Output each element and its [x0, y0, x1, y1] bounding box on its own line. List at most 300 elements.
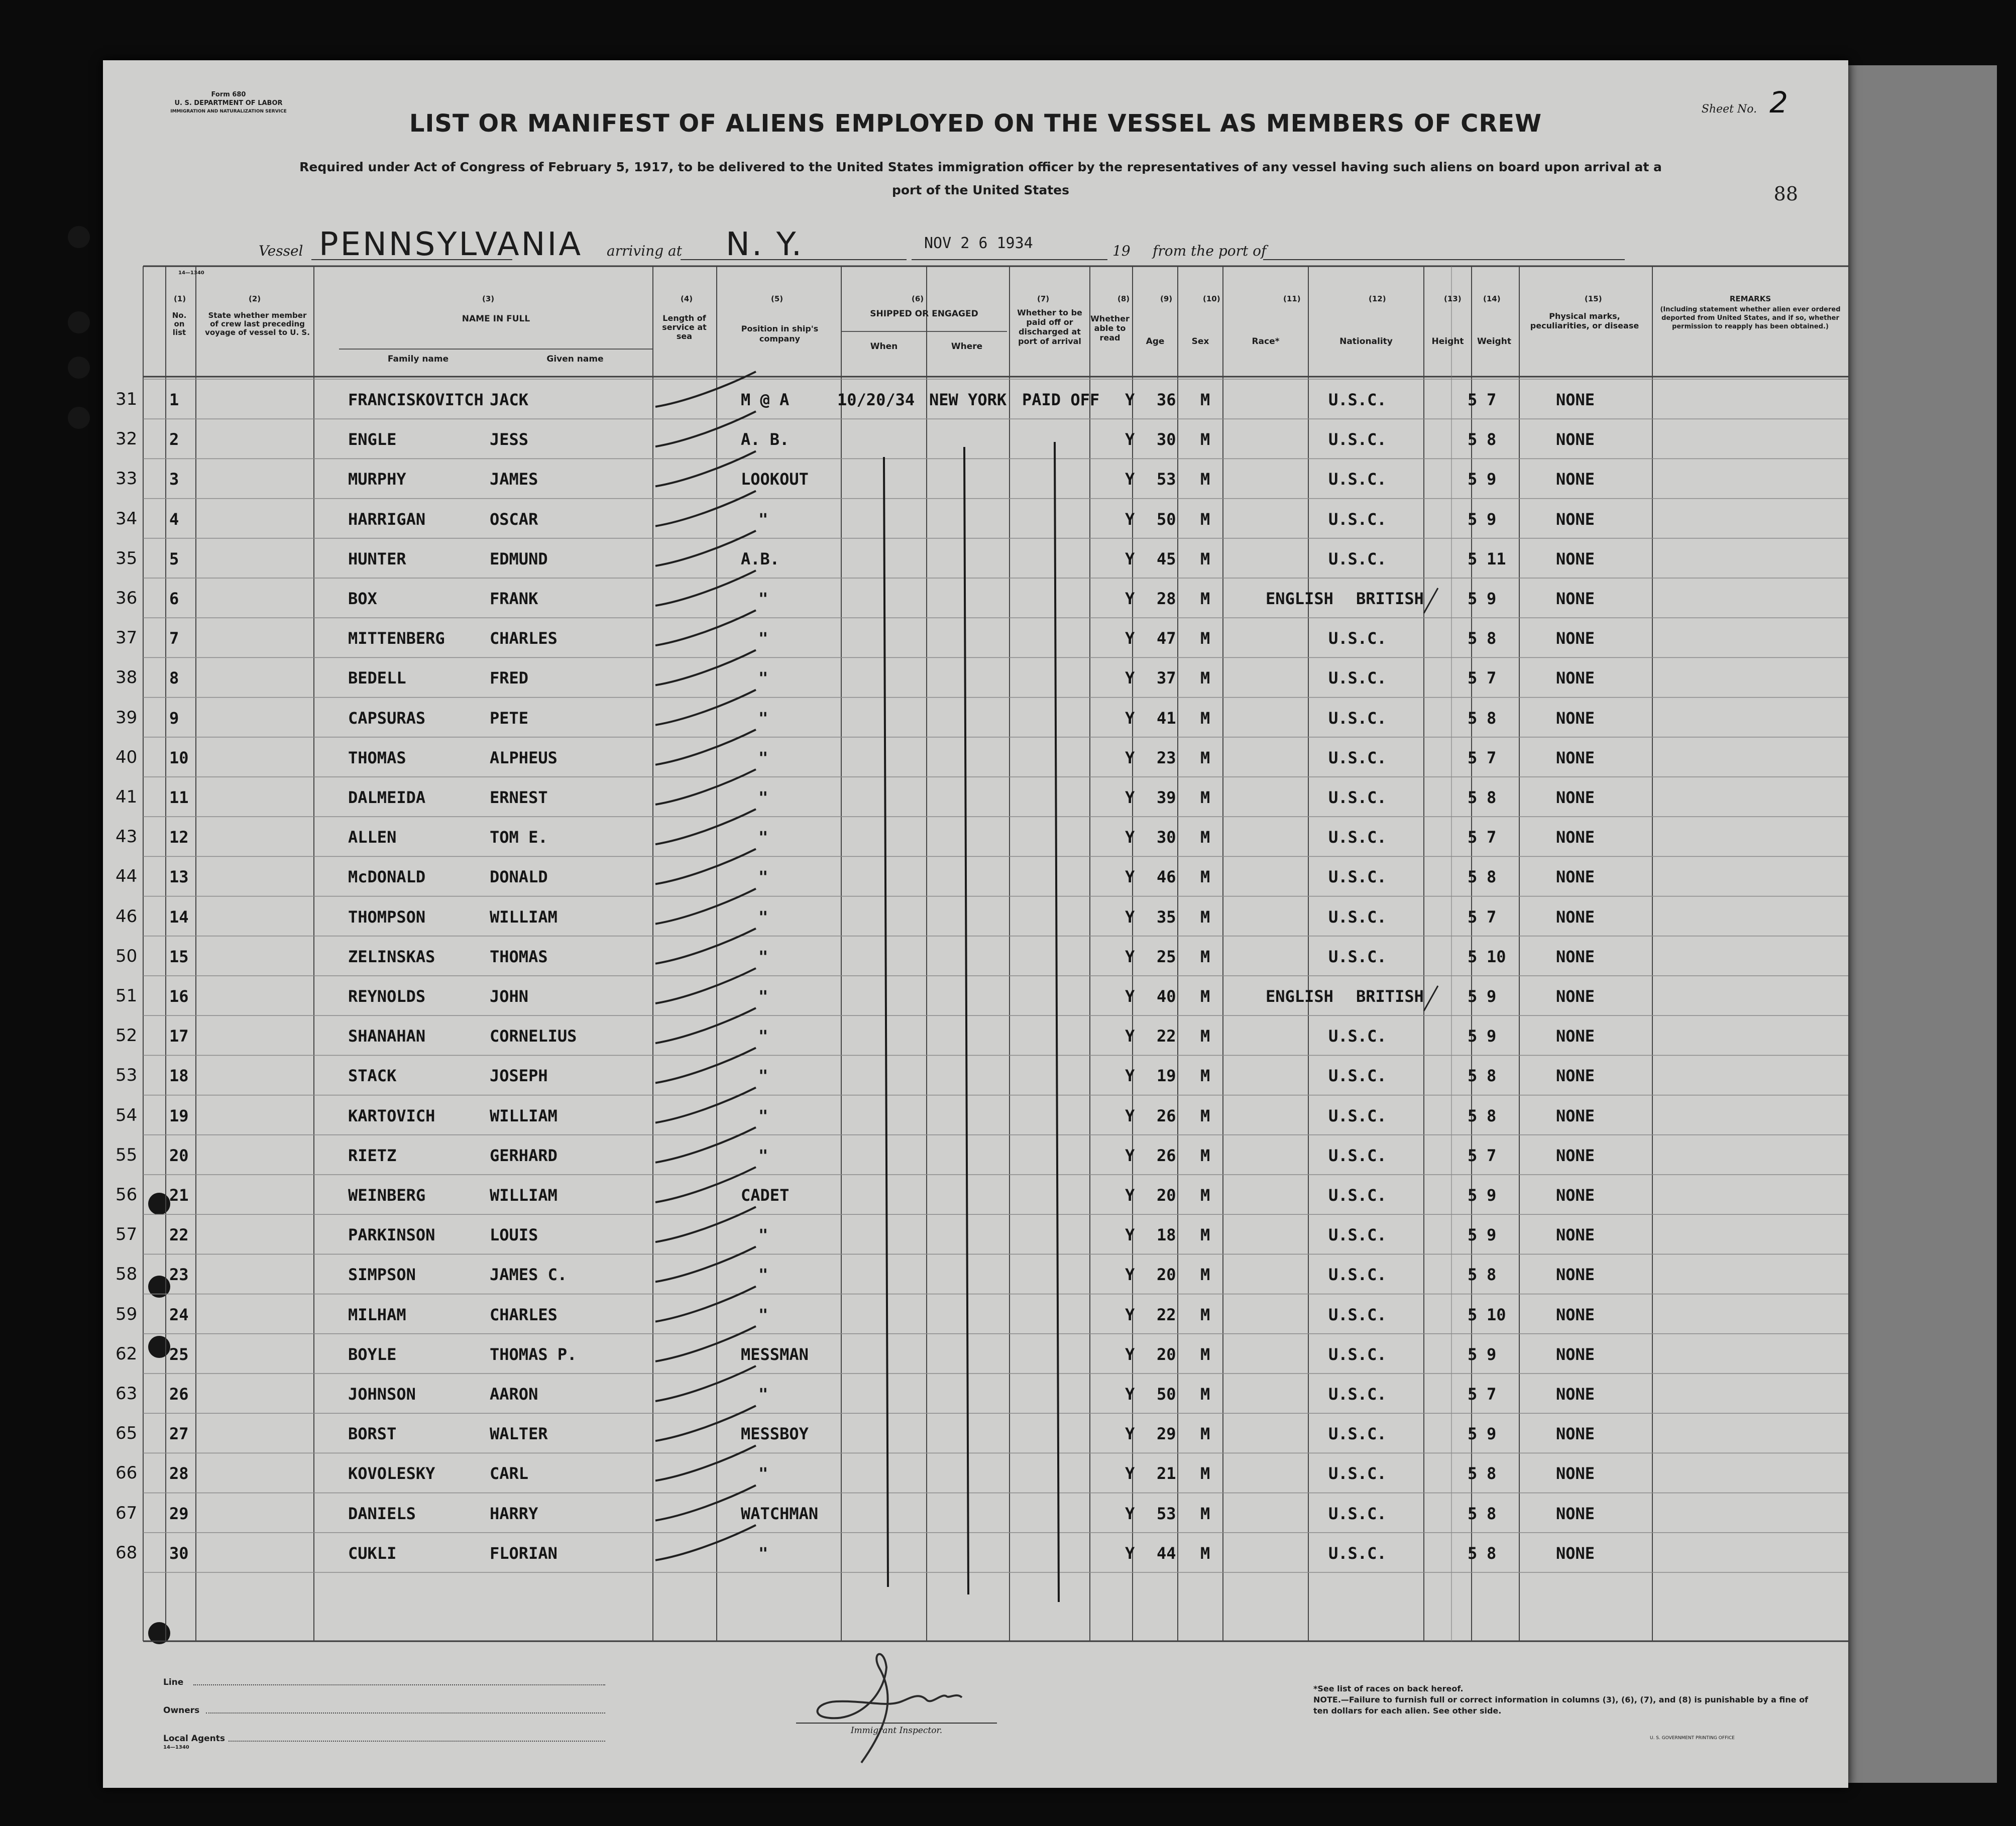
col-num-1: (1) — [174, 294, 186, 303]
list-number: 2 — [169, 430, 179, 449]
table-row — [103, 896, 1848, 936]
physical-marks: NONE — [1556, 390, 1595, 409]
list-number: 11 — [169, 788, 189, 807]
table-row — [103, 1294, 1848, 1334]
physical-marks: NONE — [1556, 1504, 1595, 1523]
position: " — [758, 509, 768, 529]
header-name-in-full: NAME IN FULL — [462, 314, 530, 324]
height-feet: 5 — [1468, 470, 1478, 489]
able-to-read: Y — [1125, 947, 1135, 966]
age: 41 — [1157, 708, 1176, 728]
col-num-12: (12) — [1369, 294, 1386, 303]
list-number: 23 — [169, 1265, 189, 1285]
header-where: Where — [951, 341, 983, 352]
able-to-read: Y — [1125, 867, 1135, 887]
ref-number: 66 — [116, 1463, 138, 1483]
physical-marks: NONE — [1556, 668, 1595, 688]
height-feet: 5 — [1468, 1146, 1478, 1165]
height-inches: 7 — [1487, 1146, 1497, 1165]
nationality: U.S.C. — [1328, 1265, 1387, 1285]
ref-number: 67 — [116, 1503, 138, 1523]
physical-marks: NONE — [1556, 748, 1595, 767]
age: 50 — [1157, 509, 1176, 529]
given-name: THOMAS P. — [490, 1344, 577, 1364]
age: 25 — [1157, 947, 1176, 966]
table-row — [103, 459, 1848, 498]
height-feet: 5 — [1468, 987, 1478, 1006]
height-inches: 9 — [1487, 1344, 1497, 1364]
position: M @ A — [741, 390, 790, 409]
physical-marks: NONE — [1556, 1385, 1595, 1404]
able-to-read: Y — [1125, 788, 1135, 807]
physical-marks: NONE — [1556, 947, 1595, 966]
ref-number: 63 — [116, 1384, 138, 1404]
ref-number: 36 — [116, 588, 138, 608]
physical-marks: NONE — [1556, 1066, 1595, 1086]
position: " — [758, 1026, 768, 1046]
nationality: U.S.C. — [1328, 748, 1387, 767]
age: 20 — [1157, 1344, 1176, 1364]
age: 30 — [1157, 430, 1176, 449]
able-to-read: Y — [1125, 907, 1135, 927]
race: ENGLISH — [1266, 987, 1333, 1006]
height-feet: 5 — [1468, 1225, 1478, 1245]
able-to-read: Y — [1125, 1186, 1135, 1205]
height-feet: 5 — [1468, 1543, 1478, 1563]
age: 53 — [1157, 1504, 1176, 1523]
nationality: U.S.C. — [1328, 708, 1387, 728]
age: 30 — [1157, 828, 1176, 847]
col-num-8: (8) — [1117, 294, 1130, 303]
position: CADET — [741, 1186, 790, 1205]
year-label: 19 — [1112, 243, 1131, 259]
family-name: BOYLE — [348, 1344, 397, 1364]
given-name: CHARLES — [490, 629, 557, 648]
age: 50 — [1157, 1385, 1176, 1404]
ref-number: 35 — [116, 548, 138, 568]
height-inches: 8 — [1487, 1265, 1497, 1285]
able-to-read: Y — [1125, 708, 1135, 728]
table-row — [103, 1254, 1848, 1294]
sex: M — [1200, 1344, 1210, 1364]
family-name: PARKINSON — [348, 1225, 435, 1245]
physical-marks: NONE — [1556, 589, 1595, 608]
sex: M — [1200, 668, 1210, 688]
col-num-11: (11) — [1283, 294, 1301, 303]
list-number: 5 — [169, 549, 179, 568]
height-feet: 5 — [1468, 1026, 1478, 1046]
ref-number: 44 — [116, 866, 138, 887]
list-number: 15 — [169, 947, 189, 966]
ref-number: 57 — [116, 1224, 138, 1245]
age: 40 — [1157, 987, 1176, 1006]
physical-marks: NONE — [1556, 629, 1595, 648]
able-to-read: Y — [1125, 1504, 1135, 1523]
height-feet: 5 — [1468, 390, 1478, 409]
able-to-read: Y — [1125, 1225, 1135, 1245]
height-inches: 7 — [1487, 668, 1497, 688]
sex: M — [1200, 589, 1210, 608]
physical-marks: NONE — [1556, 1186, 1595, 1205]
physical-marks: NONE — [1556, 1344, 1595, 1364]
position: LOOKOUT — [741, 470, 809, 489]
form-number: Form 680 — [211, 91, 246, 98]
height-inches: 8 — [1487, 788, 1497, 807]
column-form-code: 14—1340 — [178, 270, 204, 276]
col-num-5: (5) — [771, 294, 783, 303]
height-feet: 5 — [1468, 788, 1478, 807]
nationality: U.S.C. — [1328, 430, 1387, 449]
physical-marks: NONE — [1556, 708, 1595, 728]
table-row — [103, 976, 1848, 1015]
sex: M — [1200, 549, 1210, 568]
able-to-read: Y — [1125, 629, 1135, 648]
header-no-on-list: No. on list — [172, 311, 187, 337]
table-row — [103, 1095, 1848, 1135]
printer-imprint: U. S. GOVERNMENT PRINTING OFFICE — [1650, 1736, 1735, 1741]
height-feet: 5 — [1468, 1265, 1478, 1285]
family-name: WEINBERG — [348, 1186, 426, 1205]
position: " — [758, 1066, 768, 1086]
table-row — [103, 1055, 1848, 1095]
ref-number: 59 — [116, 1304, 138, 1324]
age: 22 — [1157, 1026, 1176, 1046]
punch-hole — [68, 407, 90, 429]
table-row — [103, 817, 1848, 856]
ref-number: 43 — [116, 827, 138, 847]
shipped-where: NEW YORK — [929, 390, 1007, 409]
header-remarks-note: (Including statement whether alien ever ordered deported from United States, and if so, whether permission to reapply has been obtained.) — [1660, 306, 1841, 330]
family-name: DANIELS — [348, 1504, 416, 1523]
agents-field — [229, 1741, 605, 1742]
position: " — [758, 708, 768, 728]
given-name: AARON — [490, 1385, 538, 1404]
physical-marks: NONE — [1556, 1225, 1595, 1245]
ref-number: 68 — [116, 1542, 138, 1563]
age: 19 — [1157, 1066, 1176, 1086]
given-name: FRANK — [490, 589, 538, 608]
position: " — [758, 788, 768, 807]
able-to-read: Y — [1125, 1146, 1135, 1165]
height-feet: 5 — [1468, 1186, 1478, 1205]
ref-number: 53 — [116, 1065, 138, 1086]
nationality: BRITISH — [1356, 589, 1424, 608]
sex: M — [1200, 1225, 1210, 1245]
sex: M — [1200, 1066, 1210, 1086]
table-row — [103, 379, 1848, 419]
physical-marks: NONE — [1556, 430, 1595, 449]
sheet-number-value: 2 — [1769, 85, 1788, 120]
family-name: REYNOLDS — [348, 987, 426, 1006]
required-text-line-2: port of the United States — [891, 183, 1069, 197]
ref-number: 52 — [116, 1025, 138, 1046]
list-number: 29 — [169, 1504, 189, 1523]
ref-number: 41 — [116, 787, 138, 807]
nationality: U.S.C. — [1328, 509, 1387, 529]
height-inches: 7 — [1487, 390, 1497, 409]
family-name: THOMAS — [348, 748, 406, 767]
header-paid-off: Whether to be paid off or discharged at port of arrival — [1017, 308, 1082, 346]
table-row — [103, 777, 1848, 817]
col-num-15: (15) — [1585, 294, 1602, 303]
table-row — [103, 538, 1848, 578]
able-to-read: Y — [1125, 589, 1135, 608]
height-inches: 10 — [1487, 947, 1506, 966]
height-feet: 5 — [1468, 509, 1478, 529]
sex: M — [1200, 1504, 1210, 1523]
physical-marks: NONE — [1556, 1026, 1595, 1046]
vessel-label: Vessel — [259, 243, 303, 259]
owners-field — [206, 1713, 605, 1714]
nationality: U.S.C. — [1328, 629, 1387, 648]
age: 53 — [1157, 470, 1176, 489]
list-number: 26 — [169, 1385, 189, 1404]
able-to-read: Y — [1125, 1066, 1135, 1086]
height-inches: 7 — [1487, 748, 1497, 767]
position: " — [758, 947, 768, 966]
able-to-read: Y — [1125, 1344, 1135, 1364]
given-name: CORNELIUS — [490, 1026, 577, 1046]
able-to-read: Y — [1125, 1026, 1135, 1046]
required-text-line-1: Required under Act of Congress of February 5, 1917, to be delivered to the United States immigration officer by the representatives of any vessel having such aliens on board upon arrival at a — [299, 160, 1662, 174]
height-inches: 9 — [1487, 1026, 1497, 1046]
sex: M — [1200, 1543, 1210, 1563]
height-feet: 5 — [1468, 867, 1478, 887]
list-number: 10 — [169, 748, 189, 767]
sex: M — [1200, 1424, 1210, 1444]
list-number: 3 — [169, 470, 179, 489]
list-number: 16 — [169, 987, 189, 1006]
punch-hole — [68, 357, 90, 379]
height-inches: 8 — [1487, 629, 1497, 648]
able-to-read: Y — [1125, 748, 1135, 767]
sex: M — [1200, 748, 1210, 767]
col-num-9: (9) — [1160, 294, 1173, 303]
position: WATCHMAN — [741, 1504, 819, 1523]
height-inches: 7 — [1487, 1385, 1497, 1404]
able-to-read: Y — [1125, 1424, 1135, 1444]
height-inches: 8 — [1487, 867, 1497, 887]
able-to-read: Y — [1125, 430, 1135, 449]
col-num-6: (6) — [912, 294, 924, 303]
height-inches: 8 — [1487, 708, 1497, 728]
position: " — [758, 629, 768, 648]
header-remarks: REMARKS — [1729, 294, 1771, 303]
header-physical-marks: Physical marks, peculiarities, or disease — [1530, 311, 1639, 330]
position: " — [758, 1106, 768, 1125]
department-name: U. S. DEPARTMENT OF LABOR — [174, 99, 283, 107]
ref-number: 33 — [116, 469, 138, 489]
position: " — [758, 867, 768, 887]
position: " — [758, 1305, 768, 1324]
age: 36 — [1157, 390, 1176, 409]
header-given-name: Given name — [546, 354, 604, 364]
sex: M — [1200, 867, 1210, 887]
height-inches: 7 — [1487, 907, 1497, 927]
nationality: U.S.C. — [1328, 1106, 1387, 1125]
immigrant-inspector-label: Immigrant Inspector. — [796, 1723, 997, 1736]
col-num-14: (14) — [1483, 294, 1501, 303]
nationality: U.S.C. — [1328, 788, 1387, 807]
age: 26 — [1157, 1146, 1176, 1165]
given-name: GERHARD — [490, 1146, 557, 1165]
nationality: U.S.C. — [1328, 1385, 1387, 1404]
given-name: THOMAS — [490, 947, 548, 966]
nationality: U.S.C. — [1328, 867, 1387, 887]
position: " — [758, 1146, 768, 1165]
col-num-13: (13) — [1444, 294, 1462, 303]
given-name: FRED — [490, 668, 529, 688]
given-name: FLORIAN — [490, 1543, 557, 1563]
ref-number: 37 — [116, 628, 138, 648]
age: 46 — [1157, 867, 1176, 887]
family-name: SIMPSON — [348, 1265, 416, 1285]
header-position: Position in ship's company — [741, 324, 819, 344]
height-feet: 5 — [1468, 1106, 1478, 1125]
nationality: U.S.C. — [1328, 828, 1387, 847]
height-inches: 8 — [1487, 1066, 1497, 1086]
able-to-read: Y — [1125, 470, 1135, 489]
height-feet: 5 — [1468, 1385, 1478, 1404]
sex: M — [1200, 1106, 1210, 1125]
position: " — [758, 1265, 768, 1285]
height-inches: 9 — [1487, 589, 1497, 608]
sex: M — [1200, 1026, 1210, 1046]
nationality: U.S.C. — [1328, 1026, 1387, 1046]
table-row — [103, 578, 1848, 618]
height-feet: 5 — [1468, 1066, 1478, 1086]
height-feet: 5 — [1468, 1305, 1478, 1324]
table-row — [103, 1135, 1848, 1175]
family-name: RIETZ — [348, 1146, 397, 1165]
table-row — [103, 1413, 1848, 1453]
table-row — [103, 737, 1848, 777]
header-race: Race* — [1252, 336, 1280, 347]
header-weight: Weight — [1477, 336, 1511, 347]
physical-marks: NONE — [1556, 1305, 1595, 1324]
given-name: EDMUND — [490, 549, 548, 568]
arriving-port: N. Y. — [726, 226, 804, 263]
height-feet: 5 — [1468, 549, 1478, 568]
physical-marks: NONE — [1556, 828, 1595, 847]
given-name: ERNEST — [490, 788, 548, 807]
family-name: MITTENBERG — [348, 629, 445, 648]
ref-number: 56 — [116, 1185, 138, 1205]
sex: M — [1200, 1385, 1210, 1404]
col-num-7: (7) — [1037, 294, 1050, 303]
family-name: KOVOLESKY — [348, 1464, 435, 1483]
height-feet: 5 — [1468, 828, 1478, 847]
given-name: CHARLES — [490, 1305, 557, 1324]
family-name: JOHNSON — [348, 1385, 416, 1404]
page-number: 88 — [1773, 183, 1798, 205]
physical-marks: NONE — [1556, 907, 1595, 927]
given-name: TOM E. — [490, 828, 548, 847]
height-feet: 5 — [1468, 1424, 1478, 1444]
physical-marks: NONE — [1556, 1464, 1595, 1483]
family-name: DALMEIDA — [348, 788, 426, 807]
list-number: 19 — [169, 1106, 189, 1125]
date-stamp: NOV 2 6 1934 — [924, 235, 1033, 252]
family-name: ENGLE — [348, 430, 397, 449]
list-number: 25 — [169, 1344, 189, 1364]
given-name: PETE — [490, 708, 529, 728]
position: " — [758, 589, 768, 608]
sex: M — [1200, 629, 1210, 648]
height-feet: 5 — [1468, 430, 1478, 449]
height-feet: 5 — [1468, 708, 1478, 728]
nationality: U.S.C. — [1328, 1464, 1387, 1483]
list-number: 14 — [169, 907, 189, 927]
ref-number: 34 — [116, 508, 138, 529]
given-name: JAMES — [490, 470, 538, 489]
height-feet: 5 — [1468, 629, 1478, 648]
age: 22 — [1157, 1305, 1176, 1324]
table-row — [103, 1334, 1848, 1374]
position: " — [758, 748, 768, 767]
ref-number: 32 — [116, 429, 138, 449]
punch-hole — [68, 226, 90, 248]
able-to-read: Y — [1125, 390, 1135, 409]
given-name: JAMES C. — [490, 1265, 568, 1285]
physical-marks: NONE — [1556, 788, 1595, 807]
given-name: LOUIS — [490, 1225, 538, 1245]
nationality: U.S.C. — [1328, 1146, 1387, 1165]
physical-marks: NONE — [1556, 509, 1595, 529]
position: " — [758, 828, 768, 847]
able-to-read: Y — [1125, 1464, 1135, 1483]
family-name: CAPSURAS — [348, 708, 426, 728]
family-name: HUNTER — [348, 549, 406, 568]
age: 47 — [1157, 629, 1176, 648]
position: " — [758, 668, 768, 688]
header-shipped-engaged: SHIPPED OR ENGAGED — [870, 309, 978, 319]
height-feet: 5 — [1468, 947, 1478, 966]
given-name: ALPHEUS — [490, 748, 557, 767]
physical-marks: NONE — [1556, 867, 1595, 887]
col-num-3: (3) — [482, 294, 495, 303]
list-number: 18 — [169, 1066, 189, 1086]
family-name: ALLEN — [348, 828, 397, 847]
given-name: WILLIAM — [490, 907, 557, 927]
sex: M — [1200, 987, 1210, 1006]
given-name: DONALD — [490, 867, 548, 887]
sex: M — [1200, 470, 1210, 489]
height-inches: 8 — [1487, 430, 1497, 449]
ref-number: 38 — [116, 667, 138, 688]
height-feet: 5 — [1468, 1464, 1478, 1483]
sex: M — [1200, 1146, 1210, 1165]
penalty-note: NOTE.—Failure to furnish full or correct information in columns (3), (6), (7), and (8) is punishable by a fine of ten dollars for each alien. See other side. — [1313, 1695, 1809, 1716]
physical-marks: NONE — [1556, 1543, 1595, 1563]
nationality: U.S.C. — [1328, 1543, 1387, 1563]
family-name: SHANAHAN — [348, 1026, 426, 1046]
ref-number: 62 — [116, 1343, 138, 1364]
height-feet: 5 — [1468, 668, 1478, 688]
footer-note — [1313, 1683, 1816, 1717]
sex: M — [1200, 1464, 1210, 1483]
line-label: Line — [163, 1677, 184, 1687]
table-row — [103, 1175, 1848, 1214]
nationality: U.S.C. — [1328, 1066, 1387, 1086]
family-name: CUKLI — [348, 1543, 397, 1563]
position: A. B. — [741, 430, 790, 449]
col-num-10: (10) — [1203, 294, 1220, 303]
table-row — [103, 936, 1848, 976]
ref-number: 40 — [116, 747, 138, 767]
table-row — [103, 499, 1848, 538]
table-row — [103, 856, 1848, 896]
